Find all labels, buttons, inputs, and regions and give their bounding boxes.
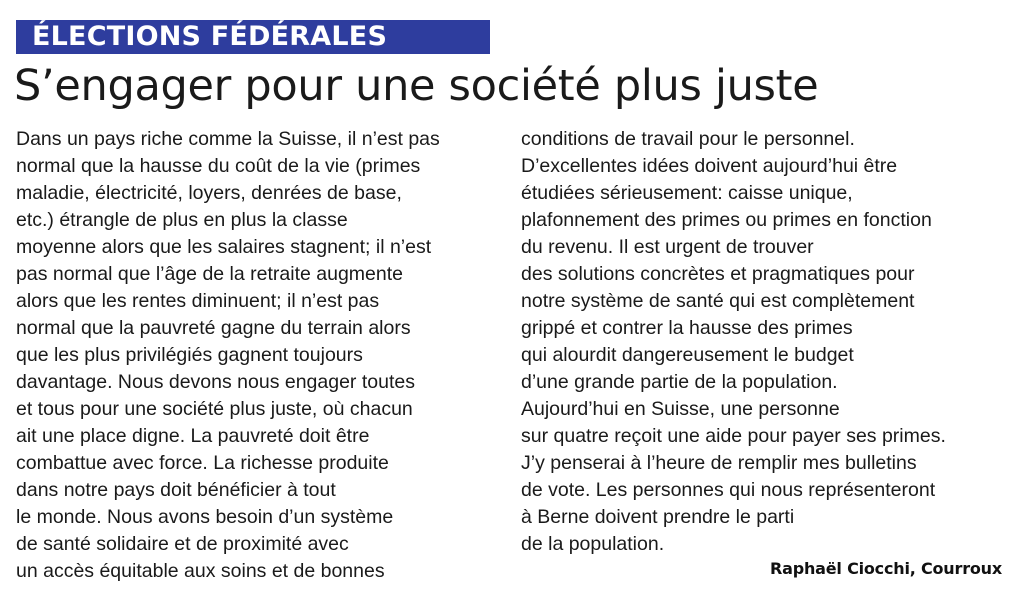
body-line: etc.) étrangle de plus en plus la classe <box>16 209 348 231</box>
body-line: normal que la hausse du coût de la vie (primes <box>16 155 421 177</box>
body-column-left <box>16 126 440 585</box>
body-line: grippé et contrer la hausse des primes <box>521 317 853 339</box>
author-signature: Raphaël Ciocchi, Courroux <box>770 559 1002 578</box>
body-line: du revenu. Il est urgent de trouver <box>521 236 814 258</box>
body-line: moyenne alors que les salaires stagnent; il n’est <box>16 236 432 258</box>
body-line: combattue avec force. La richesse produite <box>16 452 389 474</box>
body-line: Dans un pays riche comme la Suisse, il n’est pas <box>16 128 440 150</box>
body-line: conditions de travail pour le personnel. <box>521 128 855 150</box>
body-line: plafonnement des primes ou primes en fonction <box>521 209 932 231</box>
body-line: normal que la pauvreté gagne du terrain alors <box>16 317 411 339</box>
body-line: maladie, électricité, loyers, denrées de base, <box>16 182 402 204</box>
body-line: de vote. Les personnes qui nous représenteront <box>521 479 936 501</box>
body-line: le monde. Nous avons besoin d’un système <box>16 506 394 528</box>
body-line: J’y penserai à l’heure de remplir mes bulletins <box>521 452 917 474</box>
body-line: notre système de santé qui est complètement <box>521 290 915 312</box>
body-column-right <box>521 126 946 558</box>
body-line: et tous pour une société plus juste, où chacun <box>16 398 413 420</box>
body-line: ait une place digne. La pauvreté doit être <box>16 425 370 447</box>
body-line: de santé solidaire et de proximité avec <box>16 533 349 555</box>
body-line: étudiées sérieusement: caisse unique, <box>521 182 853 204</box>
body-line: davantage. Nous devons nous engager toutes <box>16 371 415 393</box>
body-line: de la population. <box>521 533 665 555</box>
body-line: à Berne doivent prendre le parti <box>521 506 795 528</box>
body-line: un accès équitable aux soins et de bonnes <box>16 560 385 582</box>
body-line: sur quatre reçoit une aide pour payer ses primes. <box>521 425 946 447</box>
body-line: que les plus privilégiés gagnent toujours <box>16 344 363 366</box>
body-line: des solutions concrètes et pragmatiques pour <box>521 263 915 285</box>
body-line: D’excellentes idées doivent aujourd’hui être <box>521 155 898 177</box>
section-kicker: ÉLECTIONS FÉDÉRALES <box>16 20 490 54</box>
body-line: alors que les rentes diminuent; il n’est pas <box>16 290 380 312</box>
body-line: dans notre pays doit bénéficier à tout <box>16 479 336 501</box>
body-line: d’une grande partie de la population. <box>521 371 838 393</box>
body-line: Aujourd’hui en Suisse, une personne <box>521 398 840 420</box>
body-line: pas normal que l’âge de la retraite augmente <box>16 263 403 285</box>
article-headline: S’engager pour une société plus juste <box>14 61 819 111</box>
body-line: qui alourdit dangereusement le budget <box>521 344 854 366</box>
